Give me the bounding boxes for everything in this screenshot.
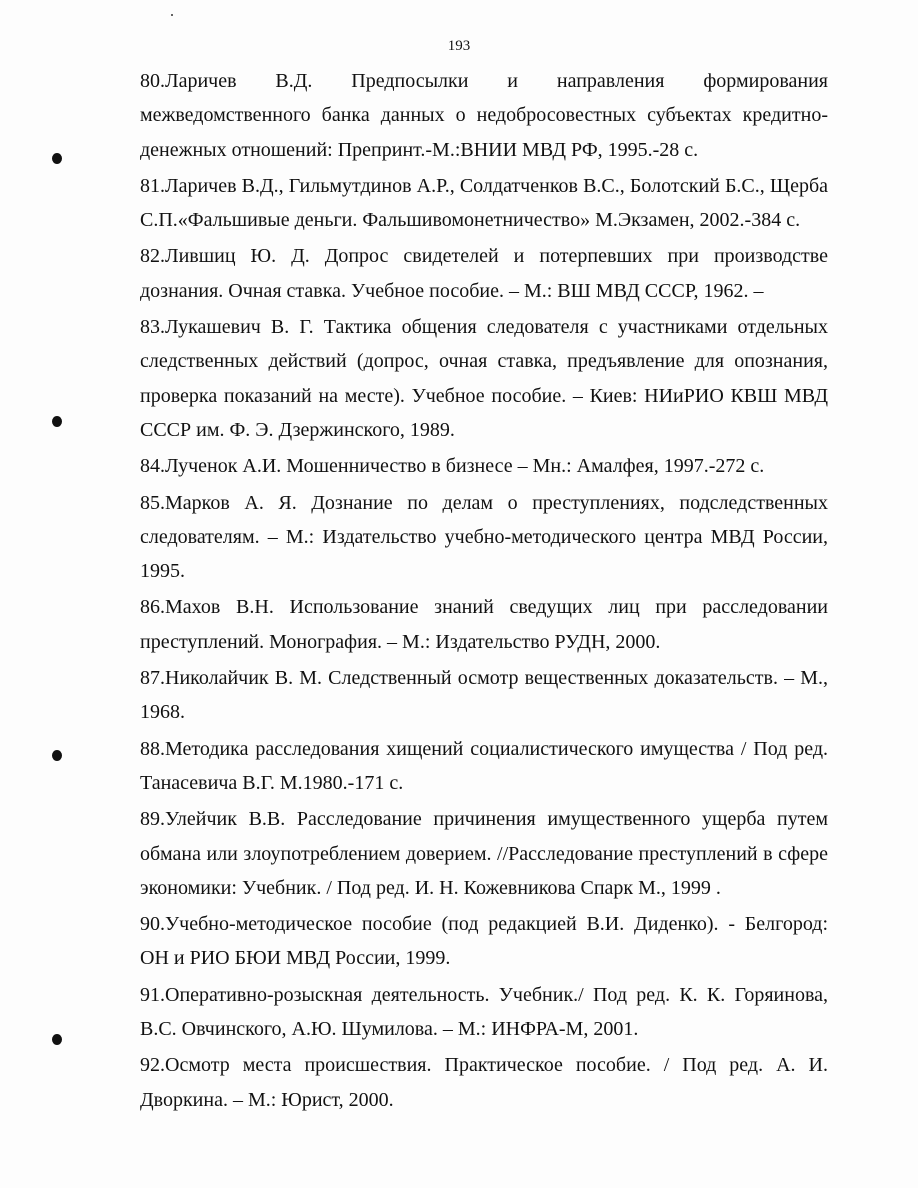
entry-number: 91. — [140, 983, 165, 1006]
entry-text: Улейчик В.В. Расследование причинения имущественного ущерба путем обмана или злоупотреблением доверием. //Расследование преступлений в сфере экономики: Учебник. / Под ред. И. Н. Кожевникова Спарк М., 1999 . — [140, 808, 828, 899]
entry-number: 84. — [140, 455, 165, 478]
bibliography-entry — [140, 590, 828, 659]
entry-text: Учебно-методическое пособие (под редакцией В.И. Диденко). - Белгород: ОН и РИО БЮИ МВД России, 1999. — [140, 913, 828, 970]
binder-hole-mark — [52, 416, 62, 427]
binder-hole-mark — [52, 153, 62, 164]
bibliography-entry — [140, 907, 828, 976]
entry-text: Лученок А.И. Мошенничество в бизнесе – Мн.: Амалфея, 1997.-272 с. — [165, 455, 765, 478]
binder-hole-mark — [52, 750, 62, 761]
entry-number: 81. — [140, 174, 165, 197]
entry-text: Методика расследования хищений социалистического имущества / Под ред. Танасевича В.Г. М.1980.-171 с. — [140, 737, 828, 794]
entry-text: Ларичев В.Д., Гильмутдинов А.Р., Солдатченков В.С., Болотский Б.С., Щерба С.П.«Фальшивые деньги. Фальшивомонетничество» М.Экзамен, 2002.-384 с. — [140, 174, 828, 232]
entry-number: 89. — [140, 808, 165, 831]
bibliography-entry — [140, 239, 828, 308]
entry-text: Николайчик В. М. Следственный осмотр вещественных доказательств. – М., 1968. — [140, 667, 828, 724]
binder-hole-mark — [52, 1034, 62, 1045]
bibliography-entry — [140, 661, 828, 730]
entry-text: Ларичев В.Д. Предпосылки и направления формирования межведомственного банка данных о недобросовестных субъектах кредитно-денежных отношений: Препринт.-М.:ВНИИ МВД РФ, 1995.-28 с. — [140, 70, 828, 161]
bibliography-entry — [140, 1048, 828, 1117]
entry-text: Оперативно-розыскная деятельность. Учебник./ Под ред. К. К. Горяинова, В.С. Овчинского, А.Ю. Шумилова. – М.: ИНФРА-М, 2001. — [140, 983, 828, 1041]
bibliography-entry — [140, 64, 828, 167]
entry-number: 85. — [140, 491, 165, 514]
entry-number: 88. — [140, 737, 165, 760]
bibliography-entry — [140, 978, 828, 1047]
page-number: 193 — [447, 38, 471, 54]
bibliography-entry — [140, 802, 828, 905]
bibliography-entry — [140, 486, 828, 589]
entry-text: Марков А. Я. Дознание по делам о преступлениях, подследственных следователям. – М.: Издательство учебно-методического центра МВД России, 1995. — [140, 491, 828, 583]
entry-number: 90. — [140, 913, 165, 936]
entry-number: 82. — [140, 245, 165, 268]
entry-number: 86. — [140, 596, 165, 619]
bibliography-entry — [140, 449, 828, 483]
entry-number: 83. — [140, 316, 165, 339]
entry-text: Махов В.Н. Использование знаний сведущих лиц при расследовании преступлений. Монография. – М.: Издательство РУДН, 2000. — [140, 596, 828, 653]
entry-number: 87. — [140, 667, 165, 690]
scan-speck — [171, 14, 173, 16]
entry-text: Осмотр места происшествия. Практическое пособие. / Под ред. А. И. Дворкина. – М.: Юрист, 2000. — [140, 1054, 828, 1111]
entry-number: 92. — [140, 1054, 165, 1077]
bibliography-entry — [140, 732, 828, 801]
entry-text: Лившиц Ю. Д. Допрос свидетелей и потерпевших при производстве дознания. Очная ставка. Учебное пособие. – М.: ВШ МВД СССР, 1962. – — [140, 245, 828, 302]
bibliography-entry — [140, 169, 828, 238]
entry-text: Лукашевич В. Г. Тактика общения следователя с участниками отдельных следственных действий (допрос, очная ставка, предъявление для опознания, проверка показаний на месте). Учебное пособие. – Киев: НИиРИО КВШ МВД СССР им. Ф. Э. Дзержинского, 1989. — [140, 316, 828, 441]
bibliography-list — [140, 64, 828, 1119]
entry-number: 80. — [140, 70, 165, 92]
bibliography-entry — [140, 310, 828, 447]
